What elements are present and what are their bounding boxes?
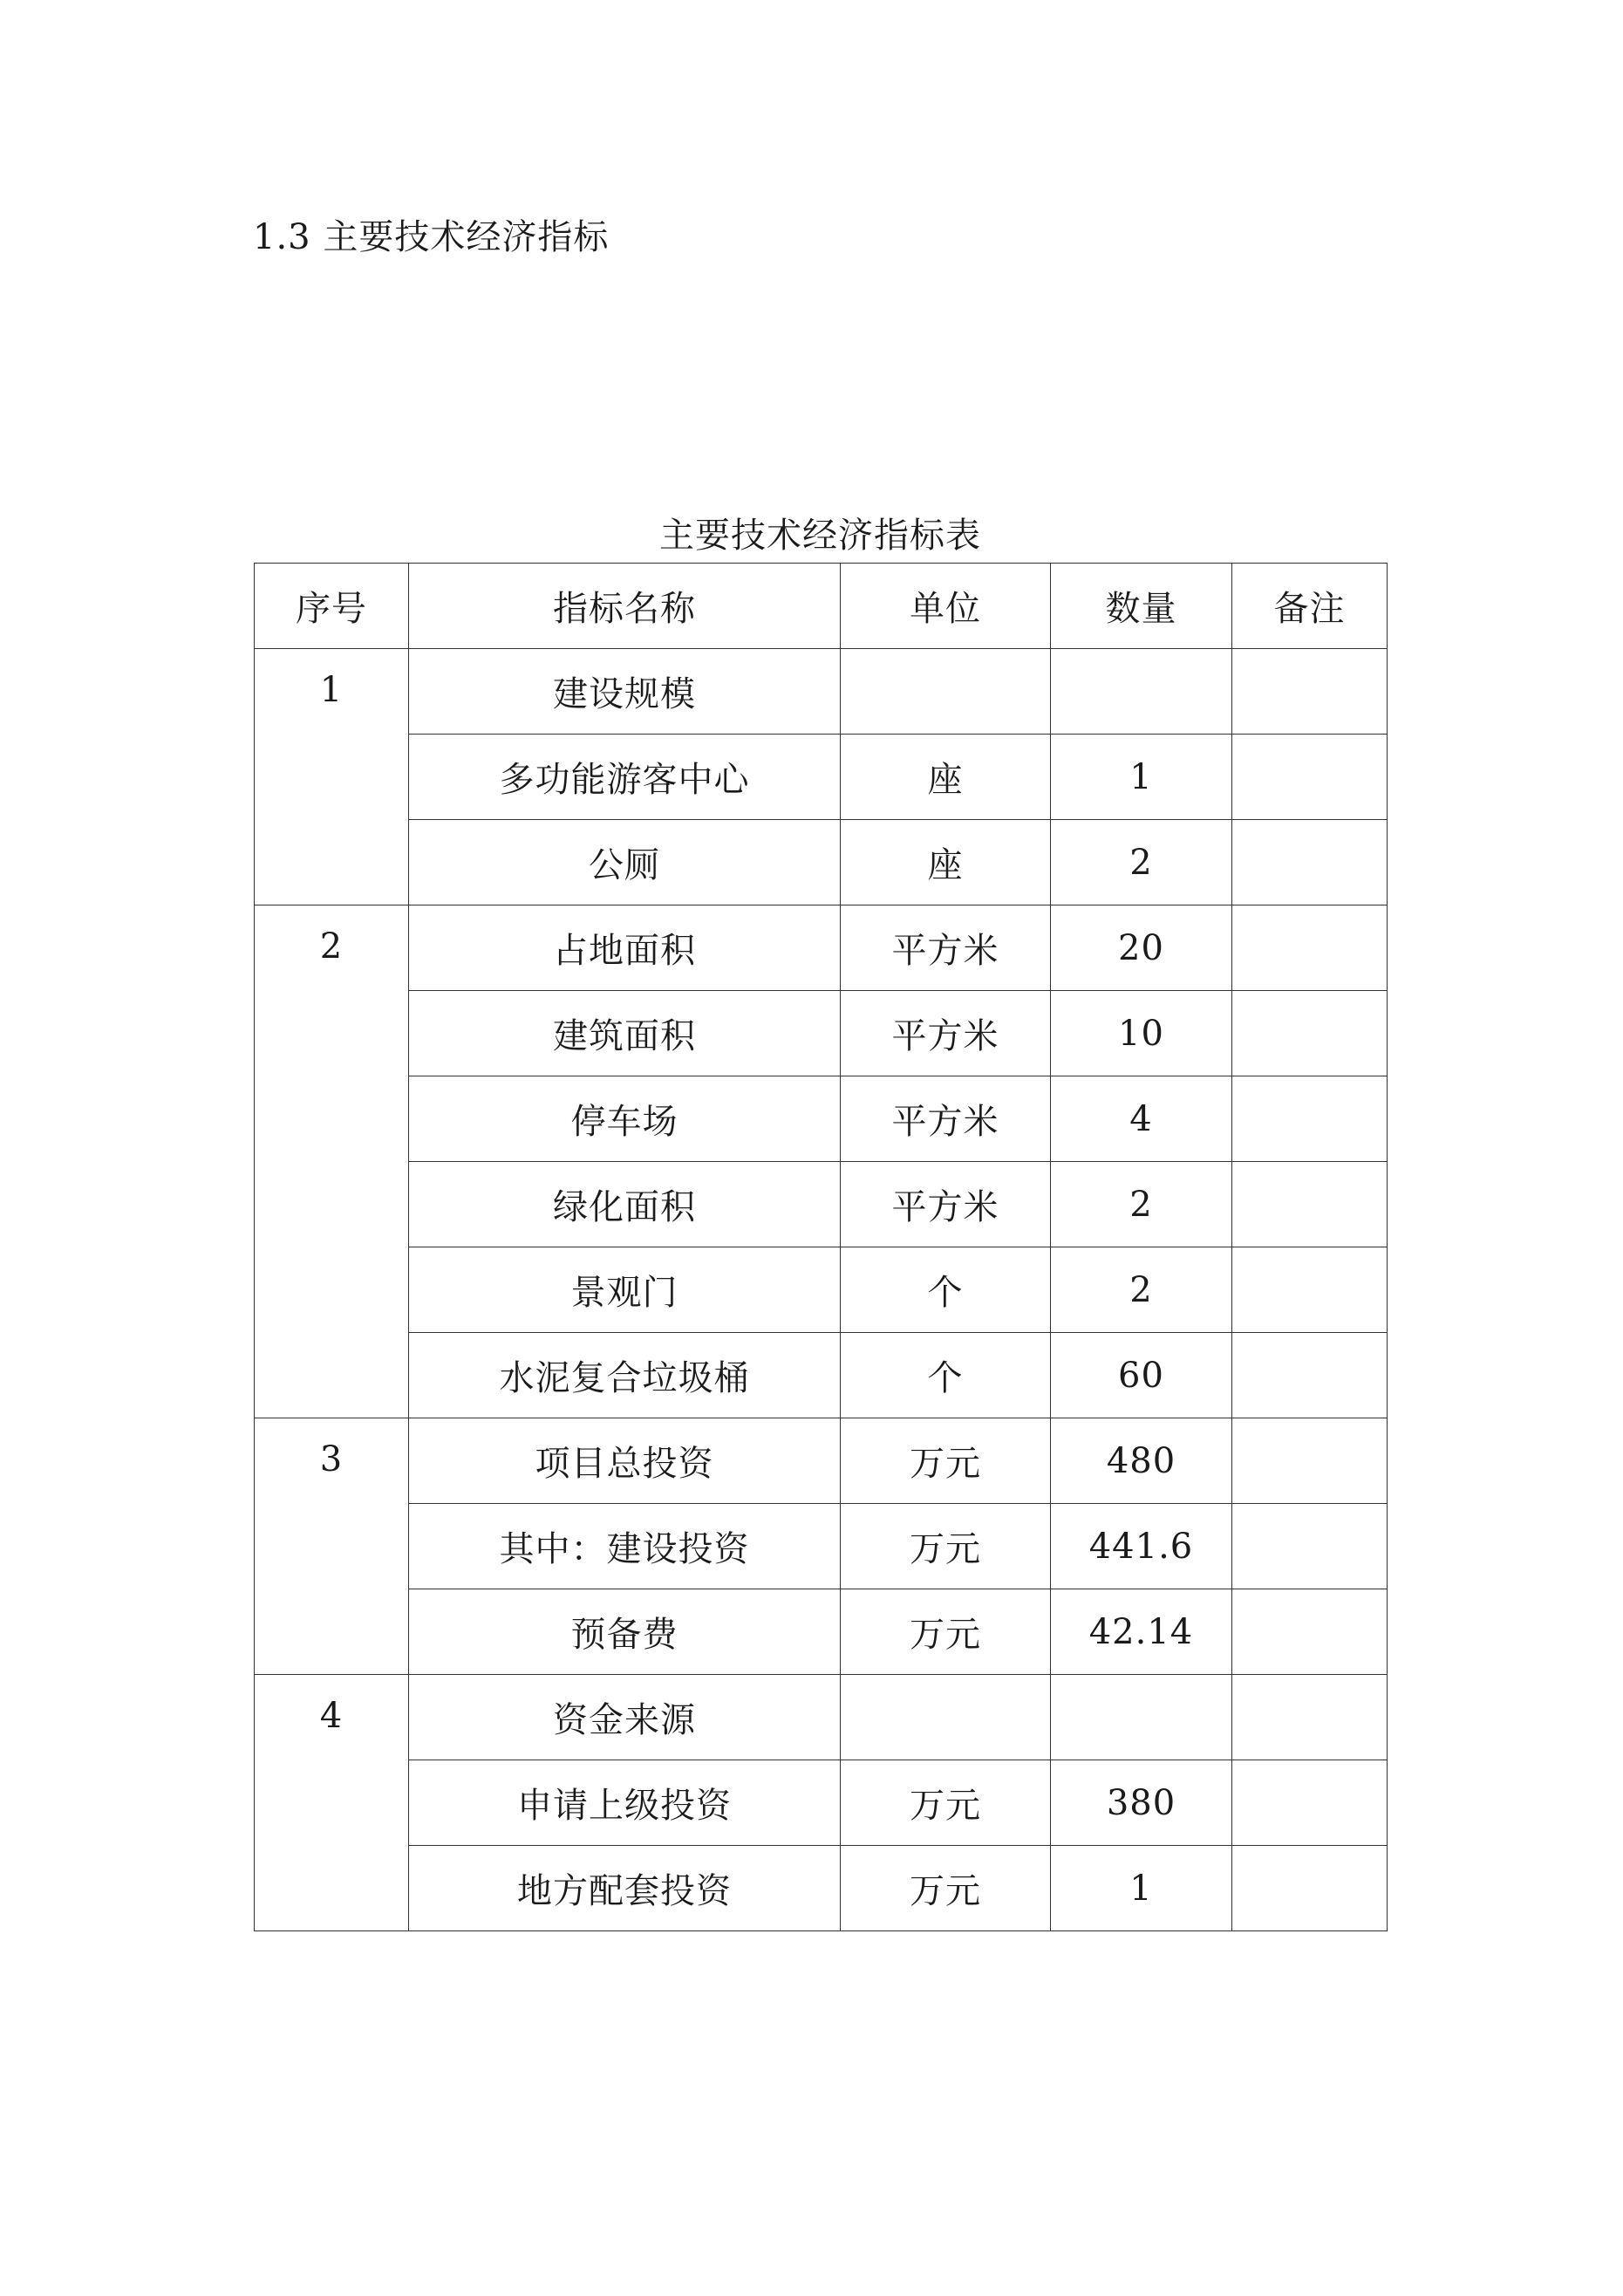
unit-cell: 座 (841, 735, 1051, 820)
note-cell (1232, 820, 1388, 905)
unit-cell: 万元 (841, 1418, 1051, 1504)
qty-cell: 4 (1051, 1076, 1232, 1162)
unit-cell: 平方米 (841, 1162, 1051, 1247)
name-cell: 建设规模 (409, 649, 841, 735)
qty-cell: 10 (1051, 991, 1232, 1076)
unit-cell: 万元 (841, 1760, 1051, 1846)
qty-cell (1051, 1675, 1232, 1760)
name-cell: 预备费 (409, 1589, 841, 1675)
table-row (255, 991, 1388, 1076)
table-row (255, 1589, 1388, 1675)
name-cell: 占地面积 (409, 905, 841, 991)
qty-cell: 480 (1051, 1418, 1232, 1504)
unit-cell: 平方米 (841, 905, 1051, 991)
header-name: 指标名称 (409, 564, 841, 649)
unit-cell: 万元 (841, 1589, 1051, 1675)
header-note: 备注 (1232, 564, 1388, 649)
table-row (255, 1760, 1388, 1846)
note-cell (1232, 649, 1388, 735)
unit-cell (841, 649, 1051, 735)
table-row (255, 1846, 1388, 1931)
note-cell (1232, 1418, 1388, 1504)
note-cell (1232, 991, 1388, 1076)
name-cell: 其中：建设投资 (409, 1504, 841, 1589)
name-cell: 多功能游客中心 (409, 735, 841, 820)
name-cell: 地方配套投资 (409, 1846, 841, 1931)
table-body (255, 649, 1388, 1931)
name-cell: 资金来源 (409, 1675, 841, 1760)
header-seq: 序号 (255, 564, 409, 649)
note-cell (1232, 1076, 1388, 1162)
table-header (255, 564, 1388, 649)
table-row (255, 1504, 1388, 1589)
seq-cell: 4 (255, 1675, 409, 1931)
section-heading: 1.3 主要技术经济指标 (253, 217, 610, 257)
table-row (255, 1333, 1388, 1418)
note-cell (1232, 1504, 1388, 1589)
name-cell: 停车场 (409, 1076, 841, 1162)
seq-cell: 1 (255, 649, 409, 905)
note-cell (1232, 1846, 1388, 1931)
seq-cell: 3 (255, 1418, 409, 1675)
qty-cell: 2 (1051, 1247, 1232, 1333)
name-cell: 绿化面积 (409, 1162, 841, 1247)
note-cell (1232, 735, 1388, 820)
qty-cell (1051, 649, 1232, 735)
qty-cell: 441.6 (1051, 1504, 1232, 1589)
note-cell (1232, 1247, 1388, 1333)
unit-cell: 万元 (841, 1846, 1051, 1931)
unit-cell: 个 (841, 1333, 1051, 1418)
qty-cell: 42.14 (1051, 1589, 1232, 1675)
table-row (255, 649, 1388, 735)
qty-cell: 2 (1051, 1162, 1232, 1247)
qty-cell: 20 (1051, 905, 1232, 991)
note-cell (1232, 905, 1388, 991)
name-cell: 水泥复合垃圾桶 (409, 1333, 841, 1418)
qty-cell: 1 (1051, 735, 1232, 820)
table-row (255, 905, 1388, 991)
qty-cell: 1 (1051, 1846, 1232, 1931)
indicators-table (254, 563, 1388, 1931)
note-cell (1232, 1760, 1388, 1846)
table-row (255, 820, 1388, 905)
name-cell: 建筑面积 (409, 991, 841, 1076)
unit-cell: 万元 (841, 1504, 1051, 1589)
unit-cell: 平方米 (841, 1076, 1051, 1162)
name-cell: 项目总投资 (409, 1418, 841, 1504)
name-cell: 申请上级投资 (409, 1760, 841, 1846)
table-row (255, 1675, 1388, 1760)
header-qty: 数量 (1051, 564, 1232, 649)
header-row (255, 564, 1388, 649)
qty-cell: 380 (1051, 1760, 1232, 1846)
unit-cell (841, 1675, 1051, 1760)
unit-cell: 个 (841, 1247, 1051, 1333)
note-cell (1232, 1589, 1388, 1675)
note-cell (1232, 1675, 1388, 1760)
table-row (255, 1162, 1388, 1247)
note-cell (1232, 1333, 1388, 1418)
name-cell: 景观门 (409, 1247, 841, 1333)
unit-cell: 座 (841, 820, 1051, 905)
table-row (255, 735, 1388, 820)
table-row (255, 1418, 1388, 1504)
unit-cell: 平方米 (841, 991, 1051, 1076)
name-cell: 公厕 (409, 820, 841, 905)
table-row (255, 1247, 1388, 1333)
seq-cell: 2 (255, 905, 409, 1418)
table-caption: 主要技术经济指标表 (659, 516, 981, 556)
note-cell (1232, 1162, 1388, 1247)
qty-cell: 2 (1051, 820, 1232, 905)
qty-cell: 60 (1051, 1333, 1232, 1418)
header-unit: 单位 (841, 564, 1051, 649)
table-row (255, 1076, 1388, 1162)
